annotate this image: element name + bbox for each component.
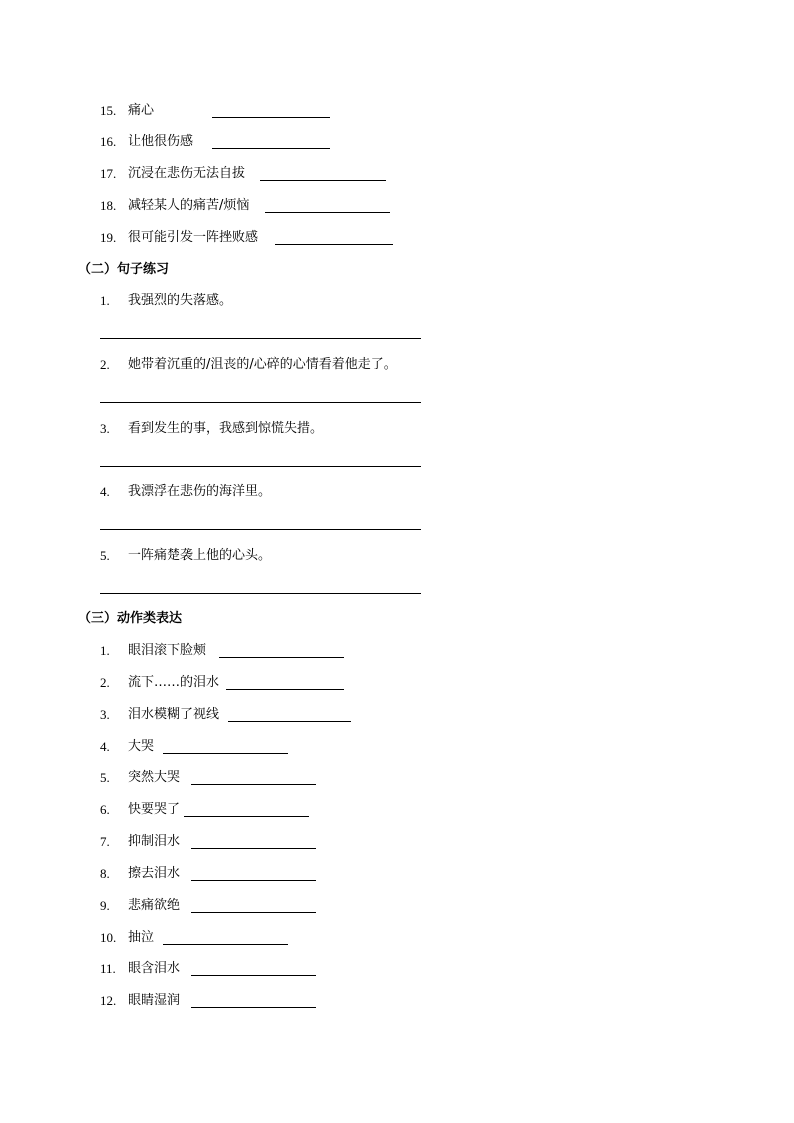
item-text: 快要哭了 [128,802,181,817]
item-text: 眼含泪水 [128,961,181,976]
item-text: 我漂浮在悲伤的海洋里。 [128,484,272,499]
item-text: 让他很伤感 [128,134,194,149]
answer-blank[interactable] [191,880,316,881]
item-text: 抽泣 [128,930,155,945]
answer-blank[interactable] [265,212,390,213]
item-number: 17. [100,166,117,181]
item-text: 痛心 [128,103,155,118]
answer-blank[interactable] [228,721,351,722]
item-text: 看到发生的事，我感到惊慌失措。 [128,421,324,436]
answer-blank[interactable] [191,784,316,785]
item-text: 抑制泪水 [128,834,181,849]
answer-blank[interactable] [212,148,330,149]
item-text: 突然大哭 [128,770,181,785]
item-text: 我强烈的失落感。 [128,293,233,308]
item-number: 15. [100,103,117,118]
answer-blank[interactable] [191,912,316,913]
item-number: 2. [100,675,110,690]
answer-line[interactable] [100,529,421,530]
section-heading: （二）句子练习 [78,262,170,277]
item-text: 擦去泪水 [128,866,181,881]
item-number: 2. [100,357,110,372]
item-number: 11. [100,961,116,976]
answer-line[interactable] [100,338,421,339]
answer-blank[interactable] [163,944,288,945]
item-number: 5. [100,770,110,785]
item-text: 减轻某人的痛苦/烦恼 [128,198,250,213]
item-text: 很可能引发一阵挫败感 [128,230,259,245]
item-number: 4. [100,484,110,499]
answer-blank[interactable] [219,657,344,658]
item-text: 一阵痛楚袭上他的心头。 [128,548,272,563]
item-text: 眼睛湿润 [128,993,181,1008]
item-number: 7. [100,834,110,849]
answer-blank[interactable] [260,180,386,181]
answer-blank[interactable] [212,117,330,118]
item-number: 1. [100,293,110,308]
item-number: 1. [100,643,110,658]
item-text: 眼泪滚下脸颊 [128,643,207,658]
item-number: 6. [100,802,110,817]
answer-blank[interactable] [191,848,316,849]
item-number: 18. [100,198,117,213]
item-text: 悲痛欲绝 [128,898,181,913]
item-number: 3. [100,421,110,436]
item-text: 大哭 [128,739,155,754]
item-text: 她带着沉重的/沮丧的/心碎的心情看着他走了。 [128,357,397,372]
section-heading: （三）动作类表达 [78,611,183,626]
answer-blank[interactable] [191,975,316,976]
answer-line[interactable] [100,466,421,467]
item-number: 3. [100,707,110,722]
item-number: 16. [100,134,117,149]
item-number: 10. [100,930,117,945]
answer-blank[interactable] [191,1007,316,1008]
answer-line[interactable] [100,402,421,403]
item-number: 19. [100,230,117,245]
item-number: 4. [100,739,110,754]
answer-blank[interactable] [184,816,309,817]
item-number: 12. [100,993,117,1008]
item-text: 沉浸在悲伤无法自拔 [128,166,246,181]
answer-blank[interactable] [275,244,393,245]
item-text: 流下……的泪水 [128,675,220,690]
item-number: 8. [100,866,110,881]
answer-line[interactable] [100,593,421,594]
answer-blank[interactable] [226,689,344,690]
item-number: 5. [100,548,110,563]
item-number: 9. [100,898,110,913]
item-text: 泪水模糊了视线 [128,707,220,722]
answer-blank[interactable] [163,753,288,754]
